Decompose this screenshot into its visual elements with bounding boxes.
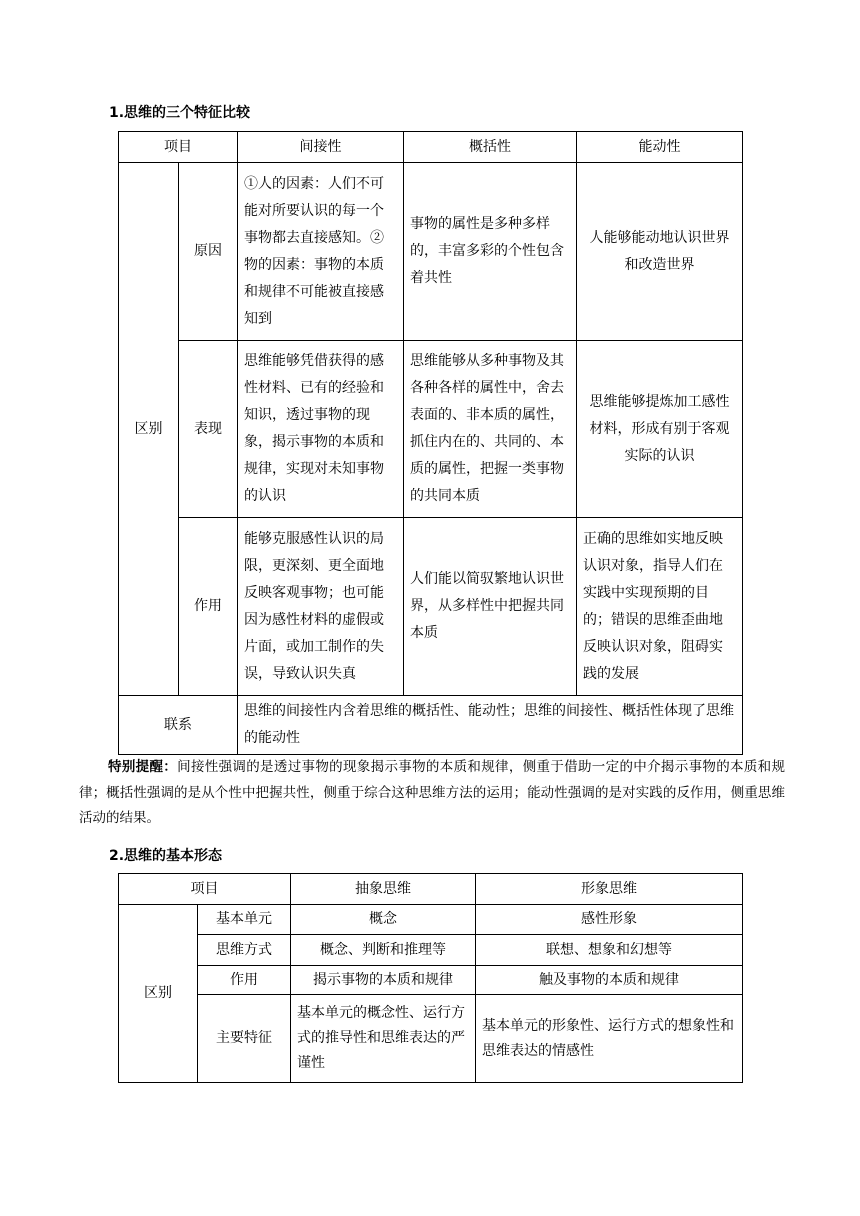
table-cell: 揭示事物的本质和规律: [291, 966, 476, 995]
section1-heading: 1.思维的三个特征比较: [109, 105, 251, 121]
table-cell: 联想、想象和幻想等: [476, 935, 743, 966]
table-row: [119, 995, 743, 1083]
row-label: 基本单元: [198, 905, 291, 935]
row-label: 原因: [179, 163, 238, 341]
special-reminder: [79, 755, 785, 832]
section2-heading: 2.思维的基本形态: [109, 848, 223, 864]
features-comparison-table: [118, 131, 743, 755]
header-abstract-thinking: 抽象思维: [291, 874, 476, 905]
table-cell: 基本单元的形象性、运行方式的想象性和思维表达的情感性: [476, 995, 743, 1083]
header-item: 项目: [119, 874, 291, 905]
row-label: 作用: [198, 966, 291, 995]
table-cell: 基本单元的概念性、运行方式的推导性和思维表达的严谨性: [291, 995, 476, 1083]
table-row: [119, 163, 743, 341]
table-cell: 思维能够凭借获得的感性材料、已有的经验和知识，透过事物的现象，揭示事物的本质和规律，实现对未知事物的认识: [238, 341, 404, 518]
table-cell: 思维能够提炼加工感性材料，形成有别于客观实际的认识: [577, 341, 743, 518]
table-cell: 思维能够从多种事物及其各种各样的属性中，舍去表面的、非本质的属性，抓住内在的、共同的、本质的属性，把握一类事物的共同本质: [404, 341, 577, 518]
thinking-forms-table: [118, 873, 743, 1083]
reminder-label: 特别提醒：: [108, 759, 178, 775]
header-indirectness: 间接性: [238, 132, 404, 163]
table-cell: 人们能以简驭繁地认识世界，从多样性中把握共同本质: [404, 518, 577, 696]
table-cell: 概念: [291, 905, 476, 935]
link-row: [119, 696, 743, 755]
table-row: [119, 341, 743, 518]
table-header-row: [119, 132, 743, 163]
table-cell: 人能够能动地认识世界和改造世界: [577, 163, 743, 341]
table-cell: 触及事物的本质和规律: [476, 966, 743, 995]
table-cell: 概念、判断和推理等: [291, 935, 476, 966]
table-cell: 事物的属性是多种多样的，丰富多彩的个性包含着共性: [404, 163, 577, 341]
reminder-text: 间接性强调的是透过事物的现象揭示事物的本质和规律，侧重于借助一定的中介揭示事物的本质和规律；概括性强调的是从个性中把握共性，侧重于综合这种思维方法的运用；能动性强调的是对实践的反作用，侧重思维活动的结果。: [79, 759, 786, 826]
table-cell: ①人的因素：人们不可能对所要认识的每一个事物都去直接感知。②物的因素：事物的本质和规律不可能被直接感知到: [238, 163, 404, 341]
table-cell: 正确的思维如实地反映认识对象，指导人们在实践中实现预期的目的；错误的思维歪曲地反映认识对象，阻碍实践的发展: [577, 518, 743, 696]
row-label: 表现: [179, 341, 238, 518]
group-label-difference: 区别: [119, 905, 198, 1083]
row-label: 思维方式: [198, 935, 291, 966]
table-row: [119, 966, 743, 995]
table-header-row: [119, 874, 743, 905]
header-initiative: 能动性: [577, 132, 743, 163]
table-cell: 感性形象: [476, 905, 743, 935]
header-generality: 概括性: [404, 132, 577, 163]
row-label: 主要特征: [198, 995, 291, 1083]
link-label: 联系: [119, 696, 238, 755]
header-item: 项目: [119, 132, 238, 163]
table-cell: 能够克服感性认识的局限，更深刻、更全面地反映客观事物；也可能因为感性材料的虚假或片面，或加工制作的失误，导致认识失真: [238, 518, 404, 696]
table-row: [119, 518, 743, 696]
link-text: 思维的间接性内含着思维的概括性、能动性；思维的间接性、概括性体现了思维的能动性: [238, 696, 743, 755]
group-label-difference: 区别: [119, 163, 179, 696]
header-imagery-thinking: 形象思维: [476, 874, 743, 905]
row-label: 作用: [179, 518, 238, 696]
table-row: [119, 935, 743, 966]
table-row: [119, 905, 743, 935]
